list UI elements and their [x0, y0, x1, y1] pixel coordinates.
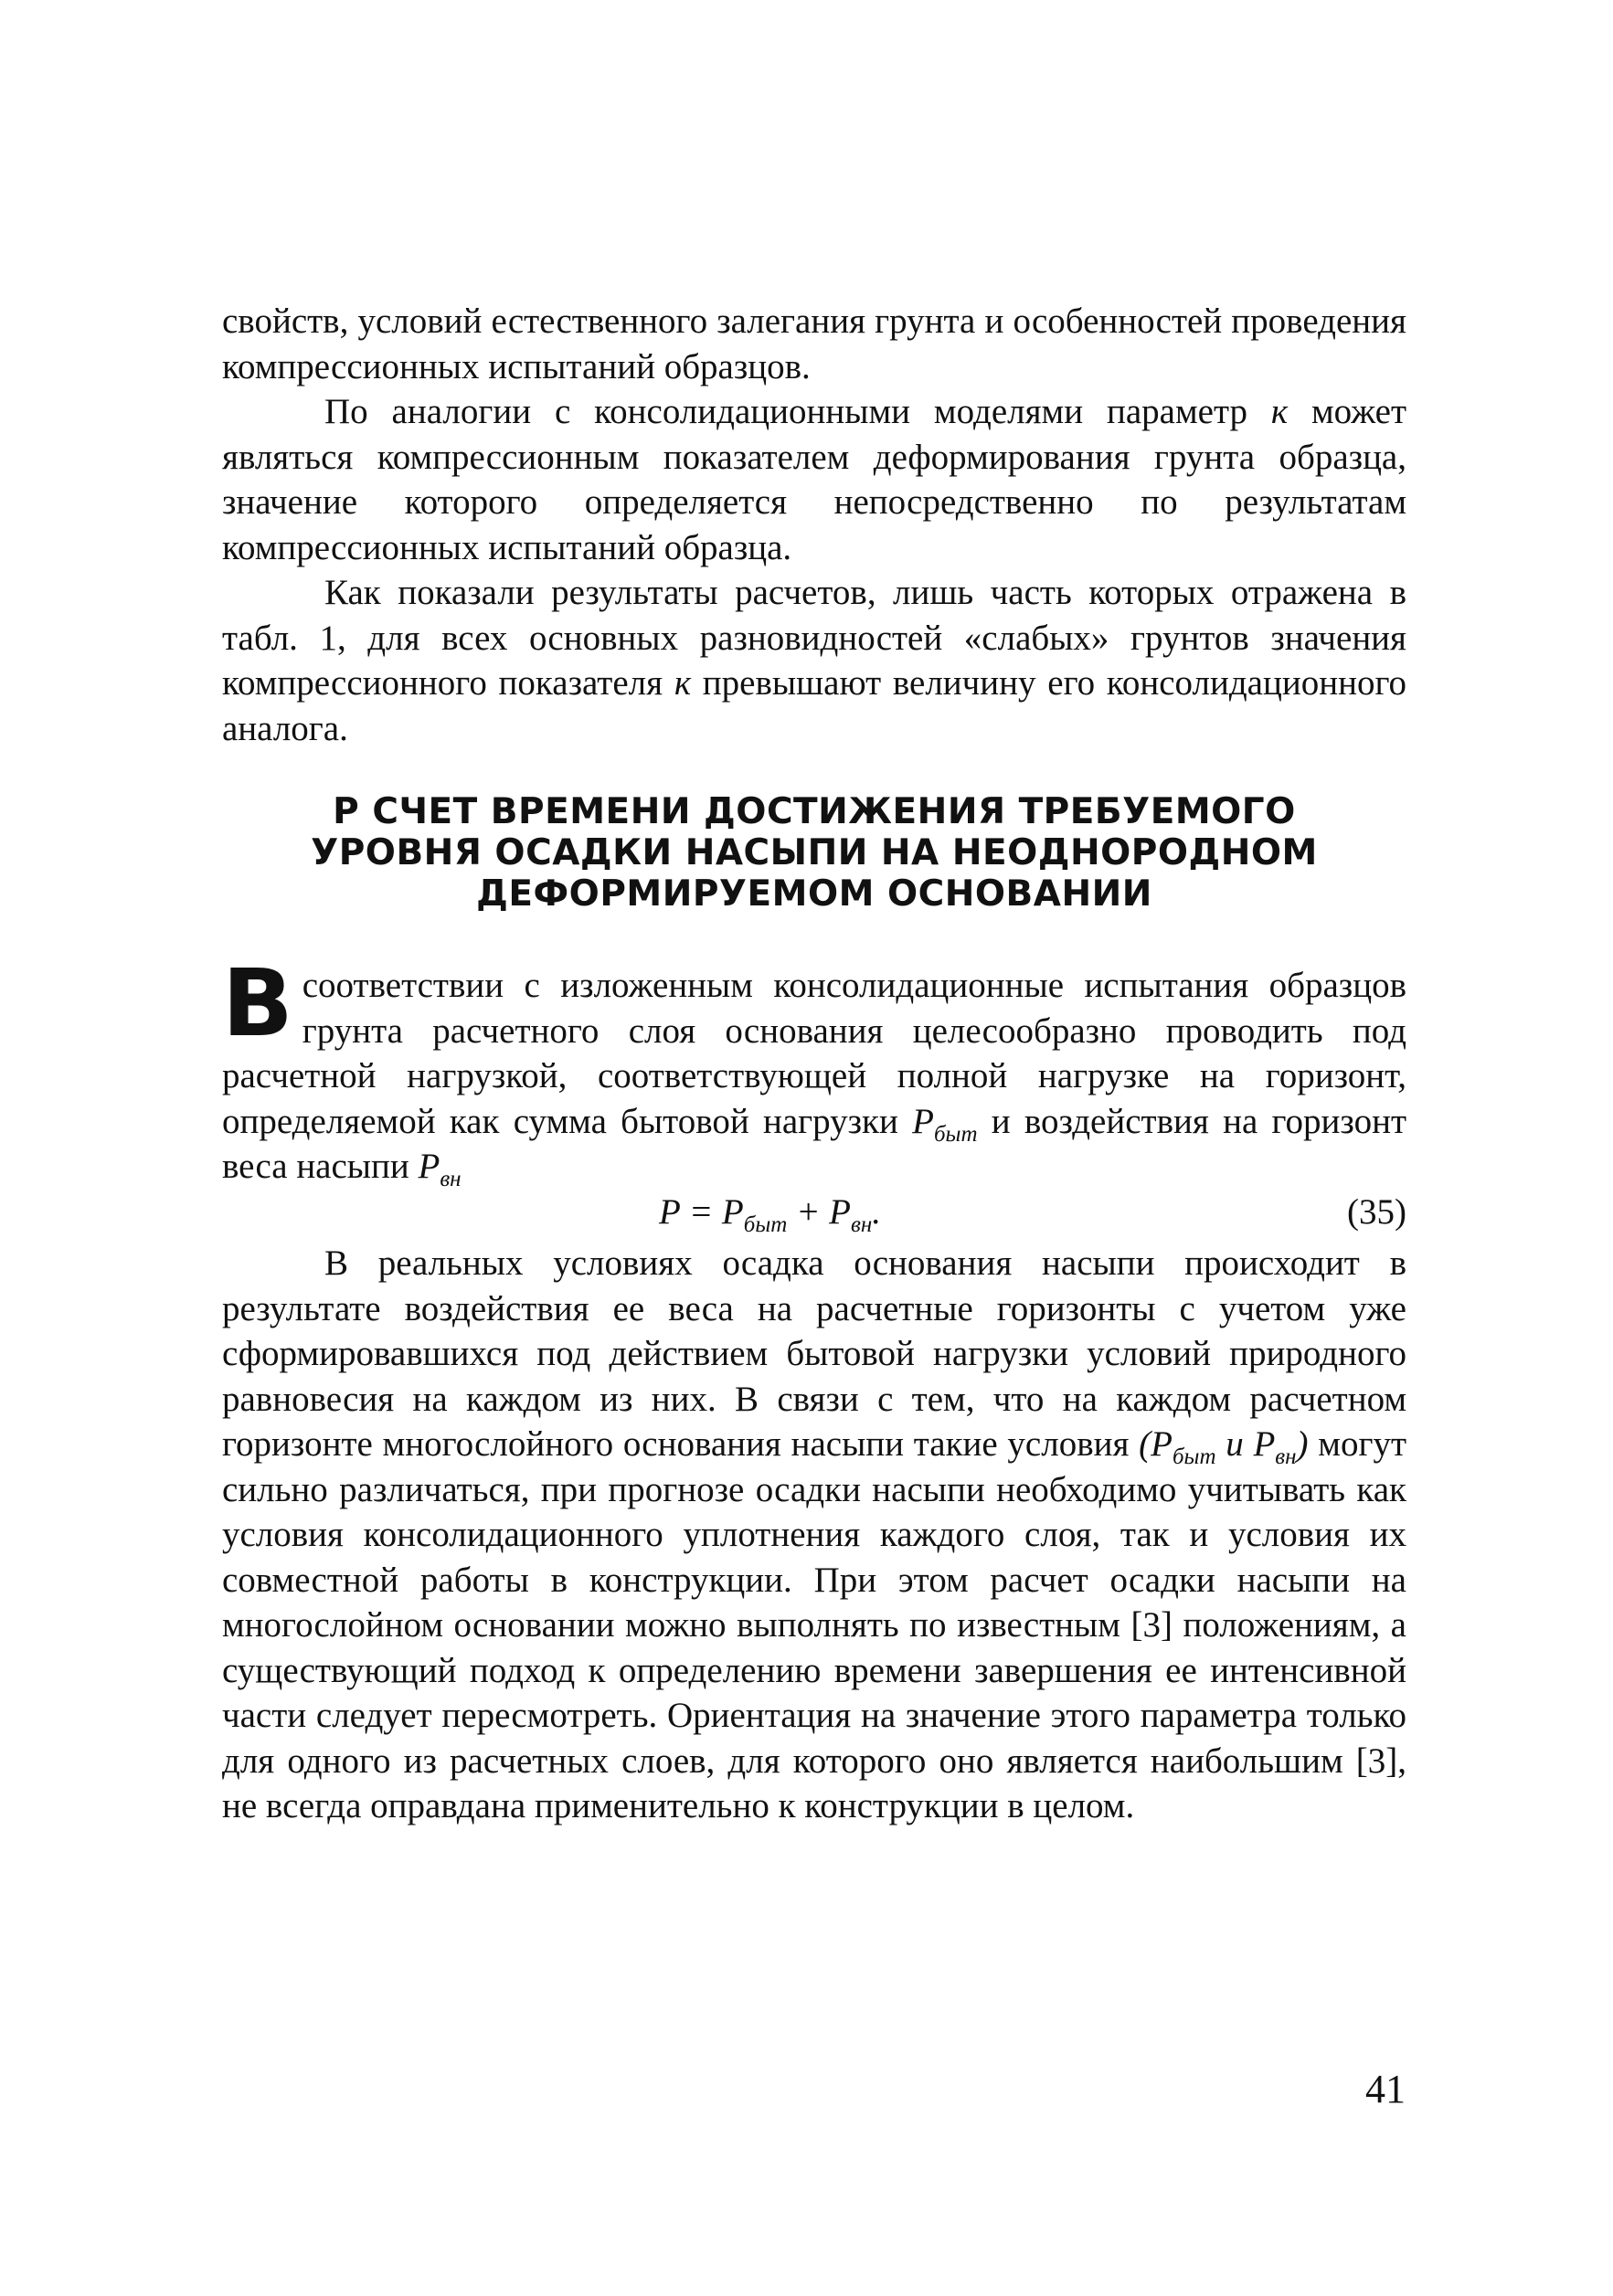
heading-line-1: Р СЧЕТ ВРЕМЕНИ ДОСТИЖЕНИЯ ТРЕБУЕМОГО [333, 791, 1296, 832]
paragraph-4 [222, 949, 1406, 1191]
paragraph-1 [222, 299, 1406, 389]
parameter-k-symbol: к [674, 663, 692, 703]
page-number: 41 [1365, 2067, 1406, 2111]
paragraph-3-after: превышают величину его консолидационного аналога. [222, 663, 1406, 748]
paragraph-4-text: соответствии с изложенным консолидационные испытания образцов грунта расчетного слоя основания целесообразно проводить под расчетной нагрузкой, соответствующей полной нагрузке на горизонт, определяемой как сумма бытовой нагрузки [222, 966, 1406, 1141]
paragraph-5 [222, 1241, 1406, 1829]
paragraph-5-text-2: могут сильно различаться, при прогнозе осадки насыпи необходимо учитывать как условия консолидационного уплотнения каждого слоя, так и условия их совместной работы в конструкции. При этом расчет осадки насыпи на многослойном основании можно выполнять по известным [3] положениям, а существующий подход к определению времени завершения ее интенсивной части следует пересмотреть. Ориентация на значение этого параметра только для одного из расчетных слоев, для которого оно является наибольшим [3], не всегда оправдана применительно к конструкции в целом. [222, 1424, 1406, 1825]
drop-cap: В [222, 949, 293, 1058]
p-byt-symbol: $P_{быт}$ [912, 1101, 978, 1147]
paragraph-1-text: свойств, условий естественного залегания грунта и особенностей проведения компрессионных испытаний образцов. [222, 302, 1406, 386]
paragraph-3 [222, 570, 1406, 751]
paragraph-4-text-2: и воздействия на горизонт веса насыпи [222, 1101, 1406, 1186]
paragraph-2 [222, 389, 1406, 570]
paragraph-2-after: может являться компрессионным показателем деформирования грунта образца, значение которого определяется непосредственно по результатам компрессионных испытаний образца. [222, 392, 1406, 567]
paragraph-5-text-1: В реальных условиях осадка основания насыпи происходит в результате воздействия ее веса на расчетные горизонты с учетом уже сформировавшихся под действием бытовой нагрузки условий природного равновесия на каждом из них. В связи с тем, что на каждом расчетном горизонте многослойного основания насыпи такие условия [222, 1243, 1406, 1464]
paragraph-3-before: Как показали результаты расчетов, лишь часть которых отражена в табл. 1, для всех основных разновидностей «слабых» грунтов значения компрессионного показателя [222, 573, 1406, 703]
heading-line-2: УРОВНЯ ОСАДКИ НАСЫПИ НА НЕОДНОРОДНОМ [311, 832, 1318, 873]
conditions-symbols: ($P_{быт}$ и $P_{вн}$) [1139, 1424, 1309, 1469]
formula-35 [222, 1190, 1406, 1235]
heading-line-3: ДЕФОРМИРУЕМОМ ОСНОВАНИИ [476, 873, 1152, 915]
section-heading [222, 791, 1406, 915]
paragraph-2-before: По аналогии с консолидационными моделями параметр [324, 392, 1271, 431]
formula-number: (35) [1347, 1192, 1406, 1232]
p-vn-symbol: $P_{вн}$ [418, 1147, 462, 1191]
parameter-k-symbol: к [1270, 392, 1289, 431]
formula-expression: $P = P_{быт} + P_{вн}$. [659, 1192, 881, 1237]
